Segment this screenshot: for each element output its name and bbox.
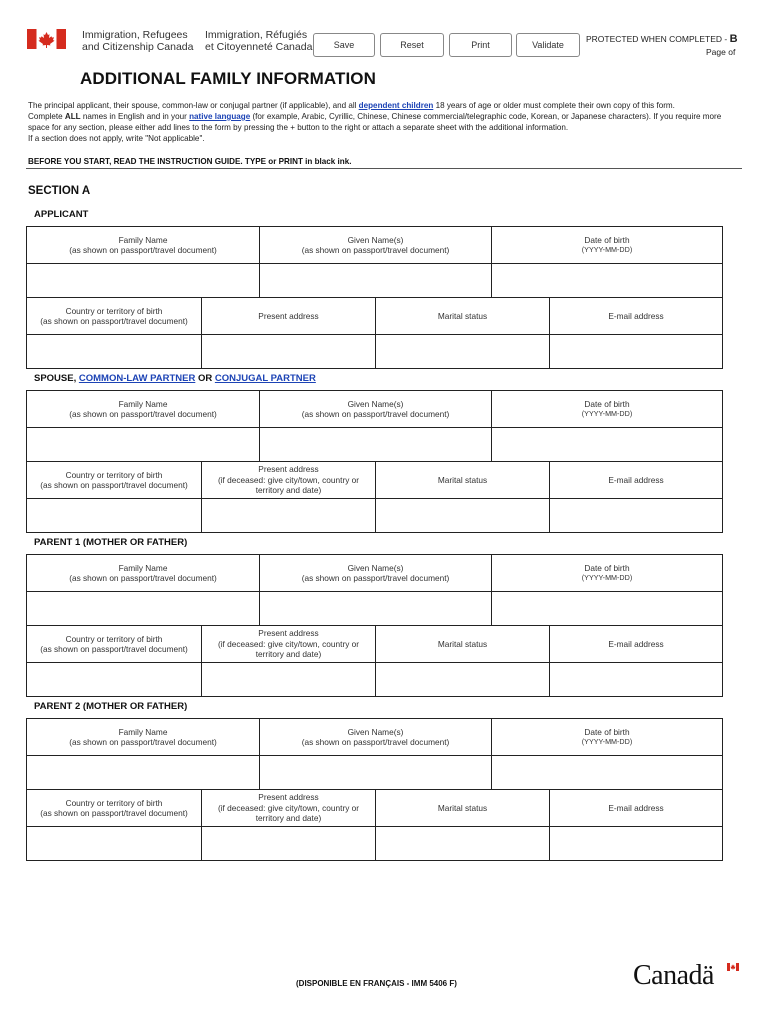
family-name-label-text: Family Name — [118, 398, 168, 409]
reset-button[interactable]: Reset — [380, 33, 444, 57]
marital-status-label-text: Marital status — [437, 802, 488, 813]
applicant-heading: APPLICANT — [34, 209, 89, 220]
protected-level: B — [729, 33, 738, 45]
present-address-label — [201, 298, 375, 334]
protected-notice — [586, 33, 738, 45]
family-name-note: (as shown on passport/travel document) — [69, 245, 217, 255]
email-label — [549, 462, 722, 498]
parent1-family-name-input[interactable] — [27, 592, 259, 625]
marital-status-label — [375, 626, 549, 662]
applicant-grid — [26, 226, 723, 369]
dob-label-text: Date of birth — [584, 726, 630, 737]
family-name-label-text: Family Name — [118, 726, 168, 737]
canada-wordmark: Canadä — [633, 960, 714, 991]
present-address-label — [201, 462, 375, 498]
department-name-french — [205, 29, 312, 53]
parent2-family-name-input[interactable] — [27, 756, 259, 789]
parent2-country-birth-input[interactable] — [27, 827, 201, 860]
dob-format: (YYYY-MM-DD) — [581, 409, 633, 418]
given-names-note: (as shown on passport/travel document) — [301, 573, 450, 583]
parent1-grid — [26, 554, 723, 697]
given-names-label-text: Given Name(s) — [347, 234, 404, 245]
email-label-text: E-mail address — [608, 310, 664, 321]
family-name-label — [27, 391, 259, 427]
protected-text: PROTECTED WHEN COMPLETED - — [586, 34, 730, 44]
validate-button[interactable]: Validate — [516, 33, 580, 57]
dob-format: (YYYY-MM-DD) — [581, 573, 633, 582]
country-birth-label-text: Country or territory of birth — [65, 469, 163, 480]
country-birth-label-text: Country or territory of birth — [65, 797, 163, 808]
parent1-email-input[interactable] — [549, 663, 722, 696]
intro-p1-a: The principal applicant, their spouse, common-law or conjugal partner (if applicable), and all — [28, 101, 359, 110]
country-birth-label — [27, 790, 201, 826]
present-address-label — [201, 626, 375, 662]
country-birth-label — [27, 462, 201, 498]
dob-label-text: Date of birth — [584, 398, 630, 409]
intro-text — [28, 100, 744, 144]
spouse-or-text: OR — [195, 373, 215, 384]
parent1-given-names-input[interactable] — [259, 592, 491, 625]
country-birth-label — [27, 298, 201, 334]
intro-paragraph-3: If a section does not apply, write "Not applicable". — [28, 134, 205, 143]
dept-en-line1: Immigration, Refugees — [82, 29, 188, 41]
spouse-email-input[interactable] — [549, 499, 722, 532]
before-you-start: BEFORE YOU START, READ THE INSTRUCTION GUIDE. TYPE or PRINT in black ink. — [28, 157, 352, 166]
country-birth-label-text: Country or territory of birth — [65, 633, 163, 644]
country-birth-note: (as shown on passport/travel document) — [40, 480, 188, 490]
family-name-label-text: Family Name — [118, 562, 168, 573]
footer-french-notice: (DISPONIBLE EN FRANÇAIS - IMM 5406 F) — [296, 979, 457, 988]
save-button[interactable]: Save — [313, 33, 375, 57]
marital-status-label — [375, 298, 549, 334]
if-deceased-line1: (if deceased: give city/town, country or — [217, 638, 360, 649]
parent1-heading: PARENT 1 (MOTHER OR FATHER) — [34, 537, 188, 548]
intro-p2-b: names in English and in your — [80, 112, 190, 121]
marital-status-label-text: Marital status — [437, 310, 488, 321]
marital-status-label — [375, 790, 549, 826]
family-name-label — [27, 227, 259, 263]
given-names-label — [259, 719, 491, 755]
dept-en-line2: and Citizenship Canada — [82, 41, 194, 53]
dob-label-text: Date of birth — [584, 234, 630, 245]
country-birth-note: (as shown on passport/travel document) — [40, 808, 188, 818]
spouse-country-birth-input[interactable] — [27, 499, 201, 532]
family-name-note: (as shown on passport/travel document) — [69, 737, 217, 747]
applicant-marital-status-input[interactable] — [375, 335, 549, 368]
dob-label — [491, 391, 722, 427]
applicant-email-input[interactable] — [549, 335, 722, 368]
parent2-dob-input[interactable] — [491, 756, 722, 789]
present-address-label-text: Present address — [258, 792, 319, 803]
spouse-family-name-input[interactable] — [27, 428, 259, 461]
dept-fr-line1: Immigration, Réfugiés — [205, 29, 308, 41]
spouse-marital-status-input[interactable] — [375, 499, 549, 532]
parent2-given-names-input[interactable] — [259, 756, 491, 789]
divider — [26, 168, 742, 169]
present-address-label — [201, 790, 375, 826]
given-names-label-text: Given Name(s) — [347, 562, 404, 573]
if-deceased-line1: (if deceased: give city/town, country or — [217, 802, 360, 813]
dob-format: (YYYY-MM-DD) — [581, 245, 633, 254]
dob-label — [491, 719, 722, 755]
given-names-note: (as shown on passport/travel document) — [301, 737, 450, 747]
family-name-note: (as shown on passport/travel document) — [69, 409, 217, 419]
parent1-country-birth-input[interactable] — [27, 663, 201, 696]
if-deceased-line2: territory and date) — [255, 485, 322, 496]
email-label — [549, 298, 722, 334]
spouse-grid — [26, 390, 723, 533]
intro-paragraph-2 — [28, 111, 744, 133]
given-names-note: (as shown on passport/travel document) — [301, 409, 450, 419]
email-label — [549, 790, 722, 826]
spouse-heading-text: SPOUSE, — [34, 373, 79, 384]
dept-fr-line2: et Citoyenneté Canada — [205, 41, 313, 53]
country-birth-note: (as shown on passport/travel document) — [40, 644, 188, 654]
present-address-label-text: Present address — [258, 628, 319, 639]
given-names-note: (as shown on passport/travel document) — [301, 245, 450, 255]
parent2-present-address-input[interactable] — [201, 827, 375, 860]
given-names-label-text: Given Name(s) — [347, 726, 404, 737]
parent2-heading: PARENT 2 (MOTHER OR FATHER) — [34, 701, 188, 712]
common-law-partner-link[interactable]: COMMON-LAW PARTNER — [78, 373, 196, 384]
section-a-heading: SECTION A — [28, 185, 91, 197]
email-label — [549, 626, 722, 662]
present-address-label-text: Present address — [258, 310, 319, 321]
parent1-present-address-input[interactable] — [201, 663, 375, 696]
applicant-family-name-input[interactable] — [27, 264, 259, 297]
dob-label — [491, 555, 722, 591]
country-birth-label-text: Country or territory of birth — [65, 305, 163, 316]
department-name-english — [82, 29, 194, 53]
intro-p2-c: (for example, Arabic, Cyrillic, Chinese, Chinese commercial/telegraphic code, Korean, or Japanese characters). If you require more space for any section, please either add lines to the form by pressing the + button to the right or attach a separate sheet with the additional information. — [28, 112, 722, 132]
applicant-given-names-input[interactable] — [259, 264, 491, 297]
intro-paragraph-1 — [28, 100, 744, 111]
marital-status-label-text: Marital status — [437, 638, 488, 649]
native-language-link[interactable]: native language — [189, 112, 251, 121]
family-name-label-text: Family Name — [118, 234, 168, 245]
marital-status-label — [375, 462, 549, 498]
given-names-label — [259, 227, 491, 263]
family-name-label — [27, 719, 259, 755]
email-label-text: E-mail address — [608, 638, 664, 649]
page-of: Page of — [706, 47, 736, 57]
spouse-present-address-input[interactable] — [201, 499, 375, 532]
if-deceased-line1: (if deceased: give city/town, country or — [217, 474, 360, 485]
parent1-dob-input[interactable] — [491, 592, 722, 625]
email-label-text: E-mail address — [608, 474, 664, 485]
email-label-text: E-mail address — [608, 802, 664, 813]
family-name-label — [27, 555, 259, 591]
parent2-email-input[interactable] — [549, 827, 722, 860]
intro-p1-b: 18 years of age or older must complete their own copy of this form. — [433, 101, 675, 110]
intro-p2-a: Complete — [28, 112, 65, 121]
applicant-country-birth-input[interactable] — [27, 335, 201, 368]
given-names-label — [259, 391, 491, 427]
dob-label-text: Date of birth — [584, 562, 630, 573]
given-names-label-text: Given Name(s) — [347, 398, 404, 409]
print-button[interactable]: Print — [449, 33, 512, 57]
page-title: ADDITIONAL FAMILY INFORMATION — [80, 69, 376, 88]
if-deceased-line2: territory and date) — [255, 813, 322, 824]
canada-flag-icon — [27, 29, 66, 49]
spouse-heading — [34, 373, 316, 384]
present-address-label-text: Present address — [258, 464, 319, 475]
if-deceased-line2: territory and date) — [255, 649, 322, 660]
marital-status-label-text: Marital status — [437, 474, 488, 485]
spouse-dob-input[interactable] — [491, 428, 722, 461]
wordmark-flag-icon — [727, 963, 739, 971]
header — [0, 0, 770, 70]
spouse-given-names-input[interactable] — [259, 428, 491, 461]
dob-label — [491, 227, 722, 263]
dob-format: (YYYY-MM-DD) — [581, 737, 633, 746]
country-birth-label — [27, 626, 201, 662]
given-names-label — [259, 555, 491, 591]
country-birth-note: (as shown on passport/travel document) — [40, 316, 188, 326]
conjugal-partner-link[interactable]: CONJUGAL PARTNER — [214, 373, 316, 384]
applicant-present-address-input[interactable] — [201, 335, 375, 368]
applicant-dob-input[interactable] — [491, 264, 722, 297]
parent1-marital-status-input[interactable] — [375, 663, 549, 696]
dependent-children-link[interactable]: dependent children — [358, 101, 434, 110]
parent2-grid — [26, 718, 723, 861]
parent2-marital-status-input[interactable] — [375, 827, 549, 860]
intro-p2-bold: ALL — [64, 112, 81, 121]
family-name-note: (as shown on passport/travel document) — [69, 573, 217, 583]
